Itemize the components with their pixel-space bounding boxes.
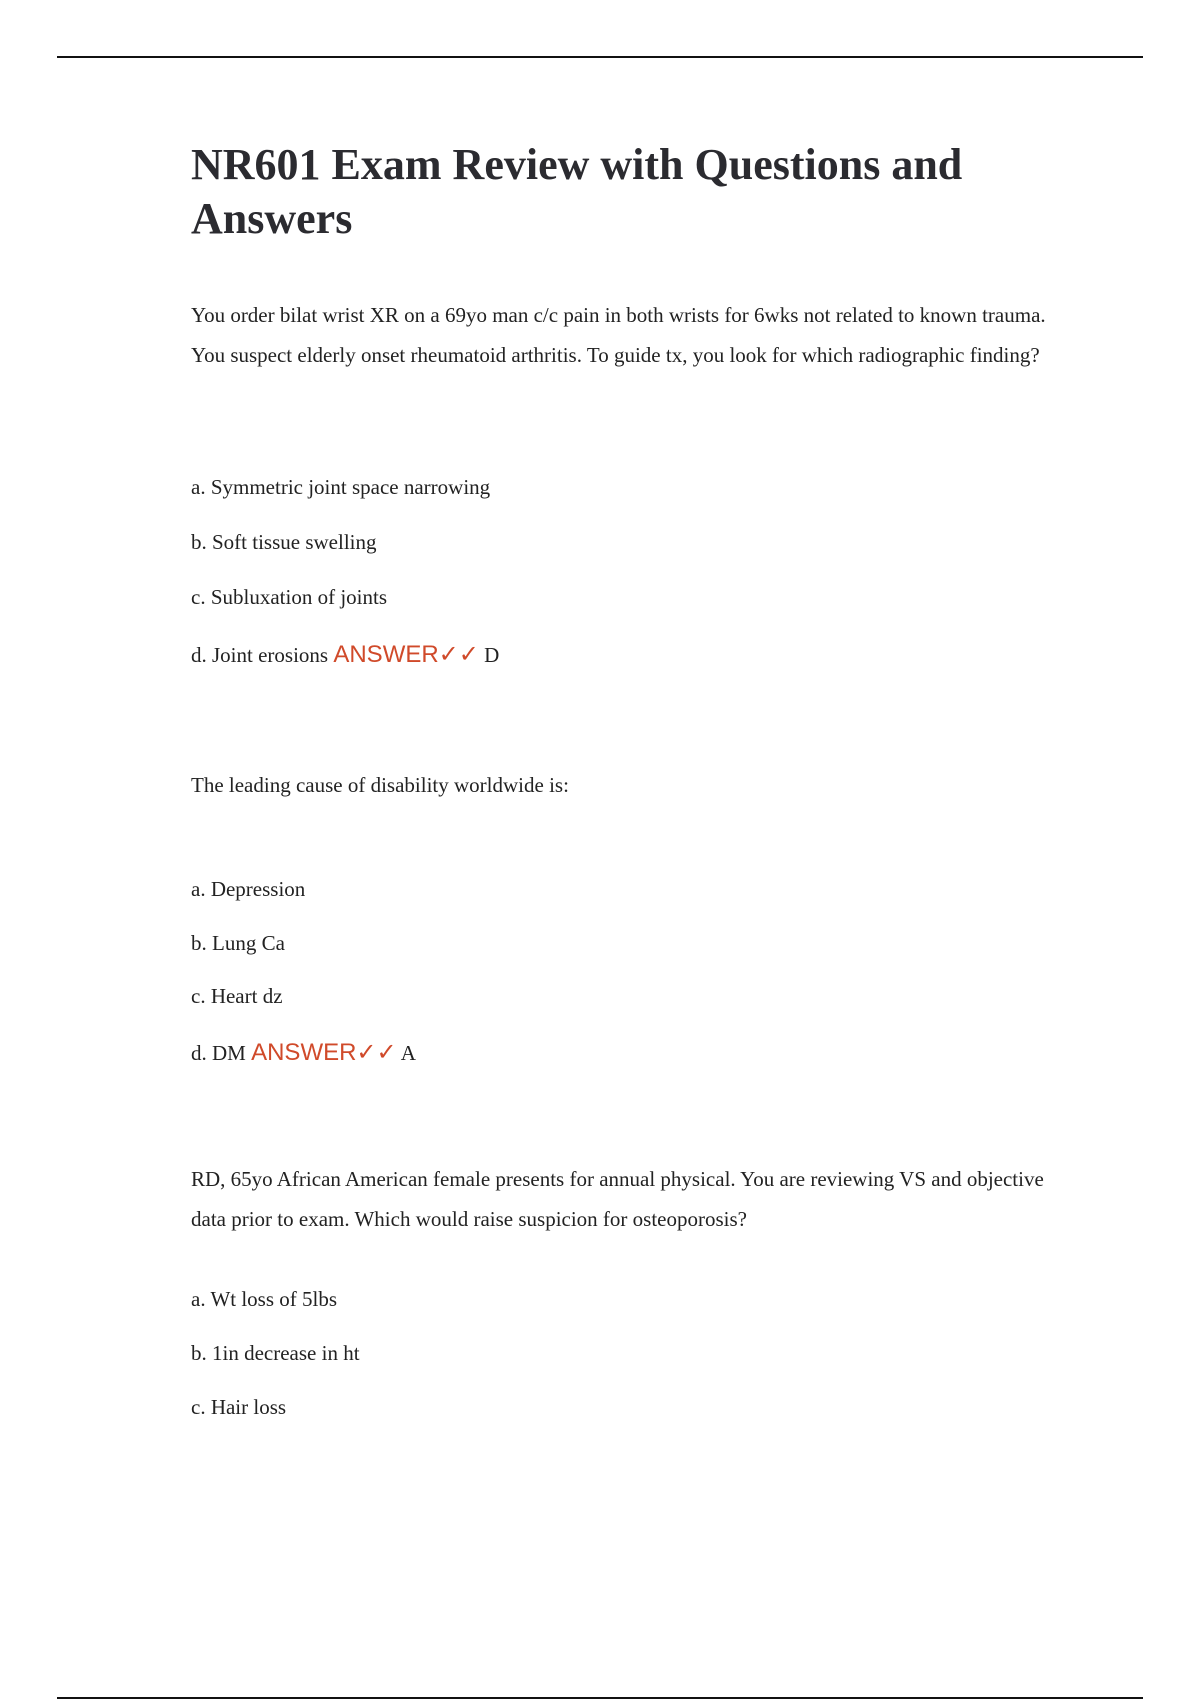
question-block-3 [191,1159,1071,1419]
top-rule [57,56,1143,58]
option-d: d. DM [191,1041,246,1065]
option-d-with-answer [191,1039,416,1067]
option-a: a. Symmetric joint space narrowing [191,475,491,499]
answer-label: ANSWER✓✓ [333,641,479,668]
option-a: a. Wt loss of 5lbs [191,1287,338,1311]
option-d: d. Joint erosions [191,643,329,667]
option-c: c. Heart dz [191,984,283,1008]
option-a: a. Depression [191,877,306,901]
option-d-with-answer [191,641,499,669]
option-c: c. Subluxation of joints [191,585,387,609]
option-b: b. Soft tissue swelling [191,530,377,554]
answer-label: ANSWER✓✓ [251,1039,397,1066]
answer-value: D [484,643,500,667]
question-block-1 [191,295,1071,668]
question-stem: The leading cause of disability worldwide is: [191,773,569,797]
bottom-rule [57,1697,1143,1699]
option-c: c. Hair loss [191,1395,287,1419]
question-stem: RD, 65yo African American female presents for annual physical. You are reviewing VS and objective data prior to exam. Which would raise suspicion for osteoporosis? [191,1167,1044,1231]
question-stem: You order bilat wrist XR on a 69yo man c/c pain in both wrists for 6wks not related to known trauma. You suspect elderly onset rheumatoid arthritis. To guide tx, you look for which radiographic finding? [191,303,1046,367]
option-b: b. 1in decrease in ht [191,1341,360,1365]
answer-value: A [400,1041,416,1065]
document-title: NR601 Exam Review with Questions and Answers [191,140,963,243]
question-block-2 [191,765,1071,1066]
option-b: b. Lung Ca [191,931,285,955]
document-body [191,138,1071,1419]
